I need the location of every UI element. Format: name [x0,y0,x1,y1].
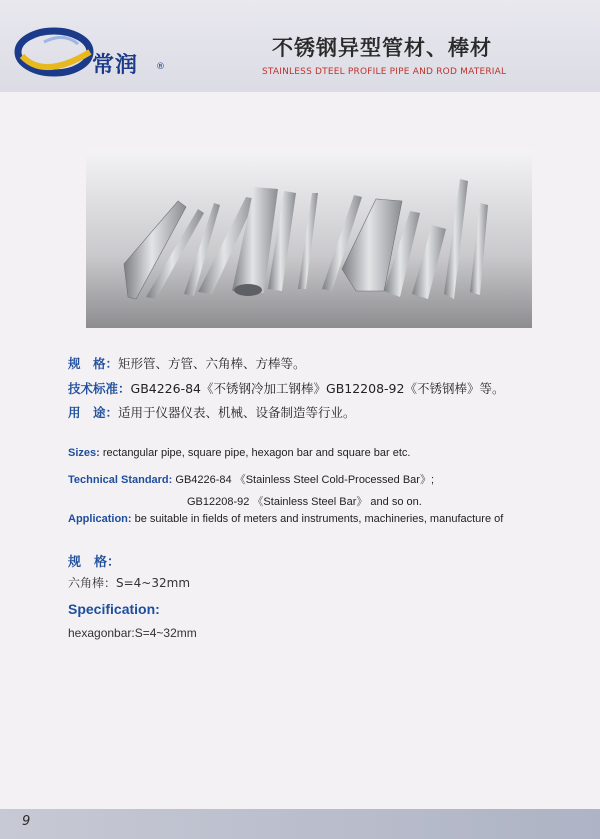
cn-spec-standard-text: GB4226-84《不锈钢冷加工钢棒》GB12208-92《不锈钢棒》等。 [130,381,505,396]
page-header [0,0,600,92]
en-spec-standard [68,471,434,487]
registered-mark: ® [156,62,165,72]
en-sizes-text: rectangular pipe, square pipe, hexagon bar and square bar etc. [102,447,411,459]
page-title: 不锈钢异型管材、棒材 [272,36,492,60]
cn-spec-size [68,354,306,372]
cn-spec-standard [68,379,504,397]
en-sizes-label: Sizes: [68,447,100,459]
en-standard-label: Technical Standard: [68,474,173,486]
cn-spec-usage [68,403,356,421]
cn-spec-standard-label: 技术标准： [68,381,131,396]
en-spec-sizes [68,447,410,459]
en-application-text: be suitable in fields of meters and instruments, machineries, manufacture of [134,513,504,525]
cn-spec-size-text: 矩形管、方管、六角棒、方棒等。 [118,356,306,371]
brand-name: 常润 [92,53,139,78]
cn-spec-usage-label: 用 途： [68,405,119,420]
spec-value-cn: 六角棒：S=4~32mm [68,576,191,590]
product-photo [86,149,532,328]
spec-heading-cn: 规 格： [68,555,121,570]
page-subtitle: STAINLESS DTEEL PROFILE PIPE AND ROD MATERIAL [262,67,507,77]
spec-heading-en: Specification: [68,601,160,617]
cn-spec-usage-text: 适用于仪器仪表、机械、设备制造等行业。 [118,405,356,420]
en-spec-standard-cont [187,493,422,509]
en-standard-text-1: GB4226-84 《Stainless Steel Cold-Processed Bar》; [175,474,435,486]
en-application-label: Application: [68,513,132,525]
footer-bar [0,809,600,839]
spec-value-en: hexagonbar:S=4~32mm [68,626,197,640]
en-standard-text-2: GB12208-92 《Stainless Steel Bar》 and so on. [187,496,422,508]
en-spec-application [68,513,503,525]
page-number: 9 [22,814,31,829]
cn-spec-size-label: 规 格： [68,356,119,371]
